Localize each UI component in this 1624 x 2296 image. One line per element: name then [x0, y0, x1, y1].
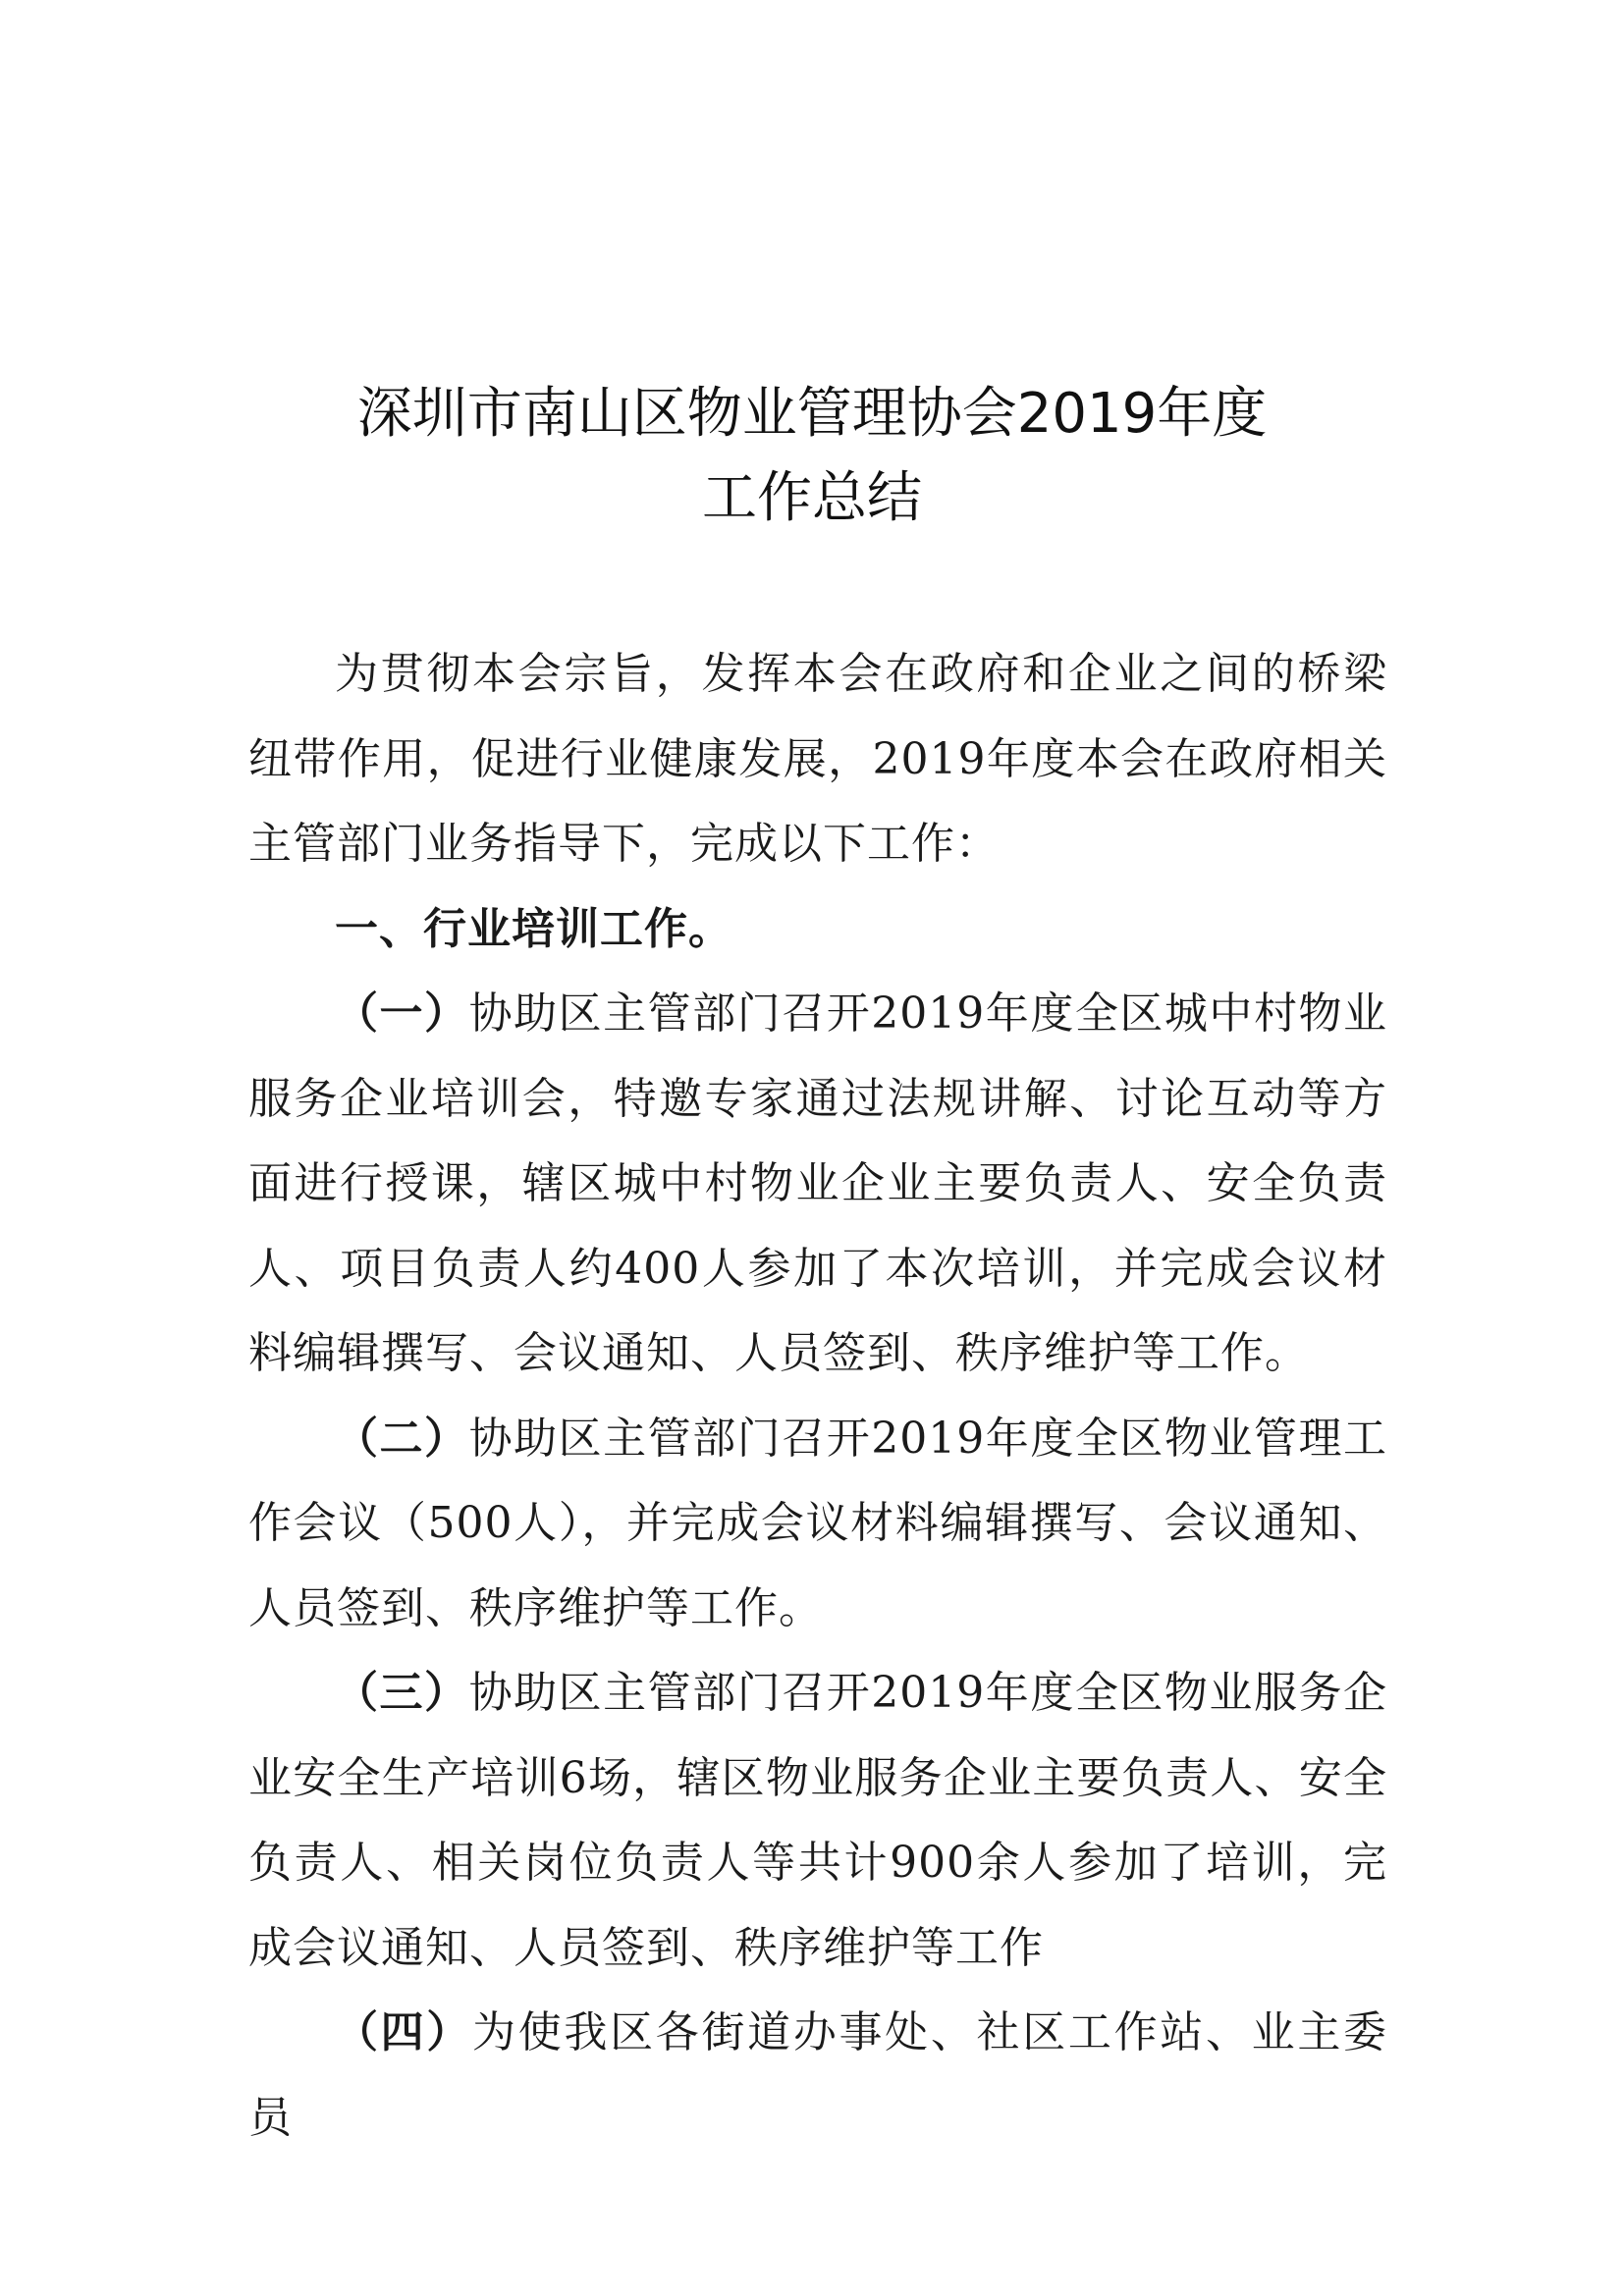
- item-text: 协助区主管部门召开2019年度全区物业服务企业安全生产培训6场，辖区物业服务企业主要负责人、安全负责人、相关岗位负责人等共计900余人参加了培训，完成会议通知、人员签到、秩序维护等工作: [248, 1668, 1387, 1973]
- item-text: 协助区主管部门召开2019年度全区城中村物业服务企业培训会，特邀专家通过法规讲解、讨论互动等方面进行授课，辖区城中村物业企业主要负责人、安全负责人、项目负责人约400人参加了本次培训，并完成会议材料编辑撰写、会议通知、人员签到、秩序维护等工作。: [248, 988, 1387, 1378]
- section-heading-training: 一、行业培训工作。: [335, 903, 732, 954]
- list-item: [248, 1397, 1387, 1652]
- item-marker: （一）: [335, 988, 469, 1039]
- item-marker: （三）: [335, 1668, 469, 1718]
- item-marker: （二）: [335, 1413, 469, 1464]
- document-body: [248, 632, 1387, 2161]
- list-item: [248, 972, 1387, 1397]
- list-item: [248, 1991, 1387, 2161]
- document-title-line-2: 工作总结: [702, 466, 922, 530]
- list-item: [248, 1651, 1387, 1991]
- intro-paragraph: 为贯彻本会宗旨，发挥本会在政府和企业之间的桥梁纽带作用，促进行业健康发展，2019年度本会在政府相关主管部门业务指导下，完成以下工作：: [248, 649, 1387, 869]
- item-text: 协助区主管部门召开2019年度全区物业管理工作会议（500人），并完成会议材料编辑撰写、会议通知、人员签到、秩序维护等工作。: [248, 1413, 1387, 1633]
- document-title-line-1: 深圳市南山区物业管理协会2019年度: [356, 382, 1268, 446]
- item-text: 为使我区各街道办事处、社区工作站、业主委员: [248, 2007, 1387, 2143]
- item-marker: （四）: [335, 2007, 473, 2057]
